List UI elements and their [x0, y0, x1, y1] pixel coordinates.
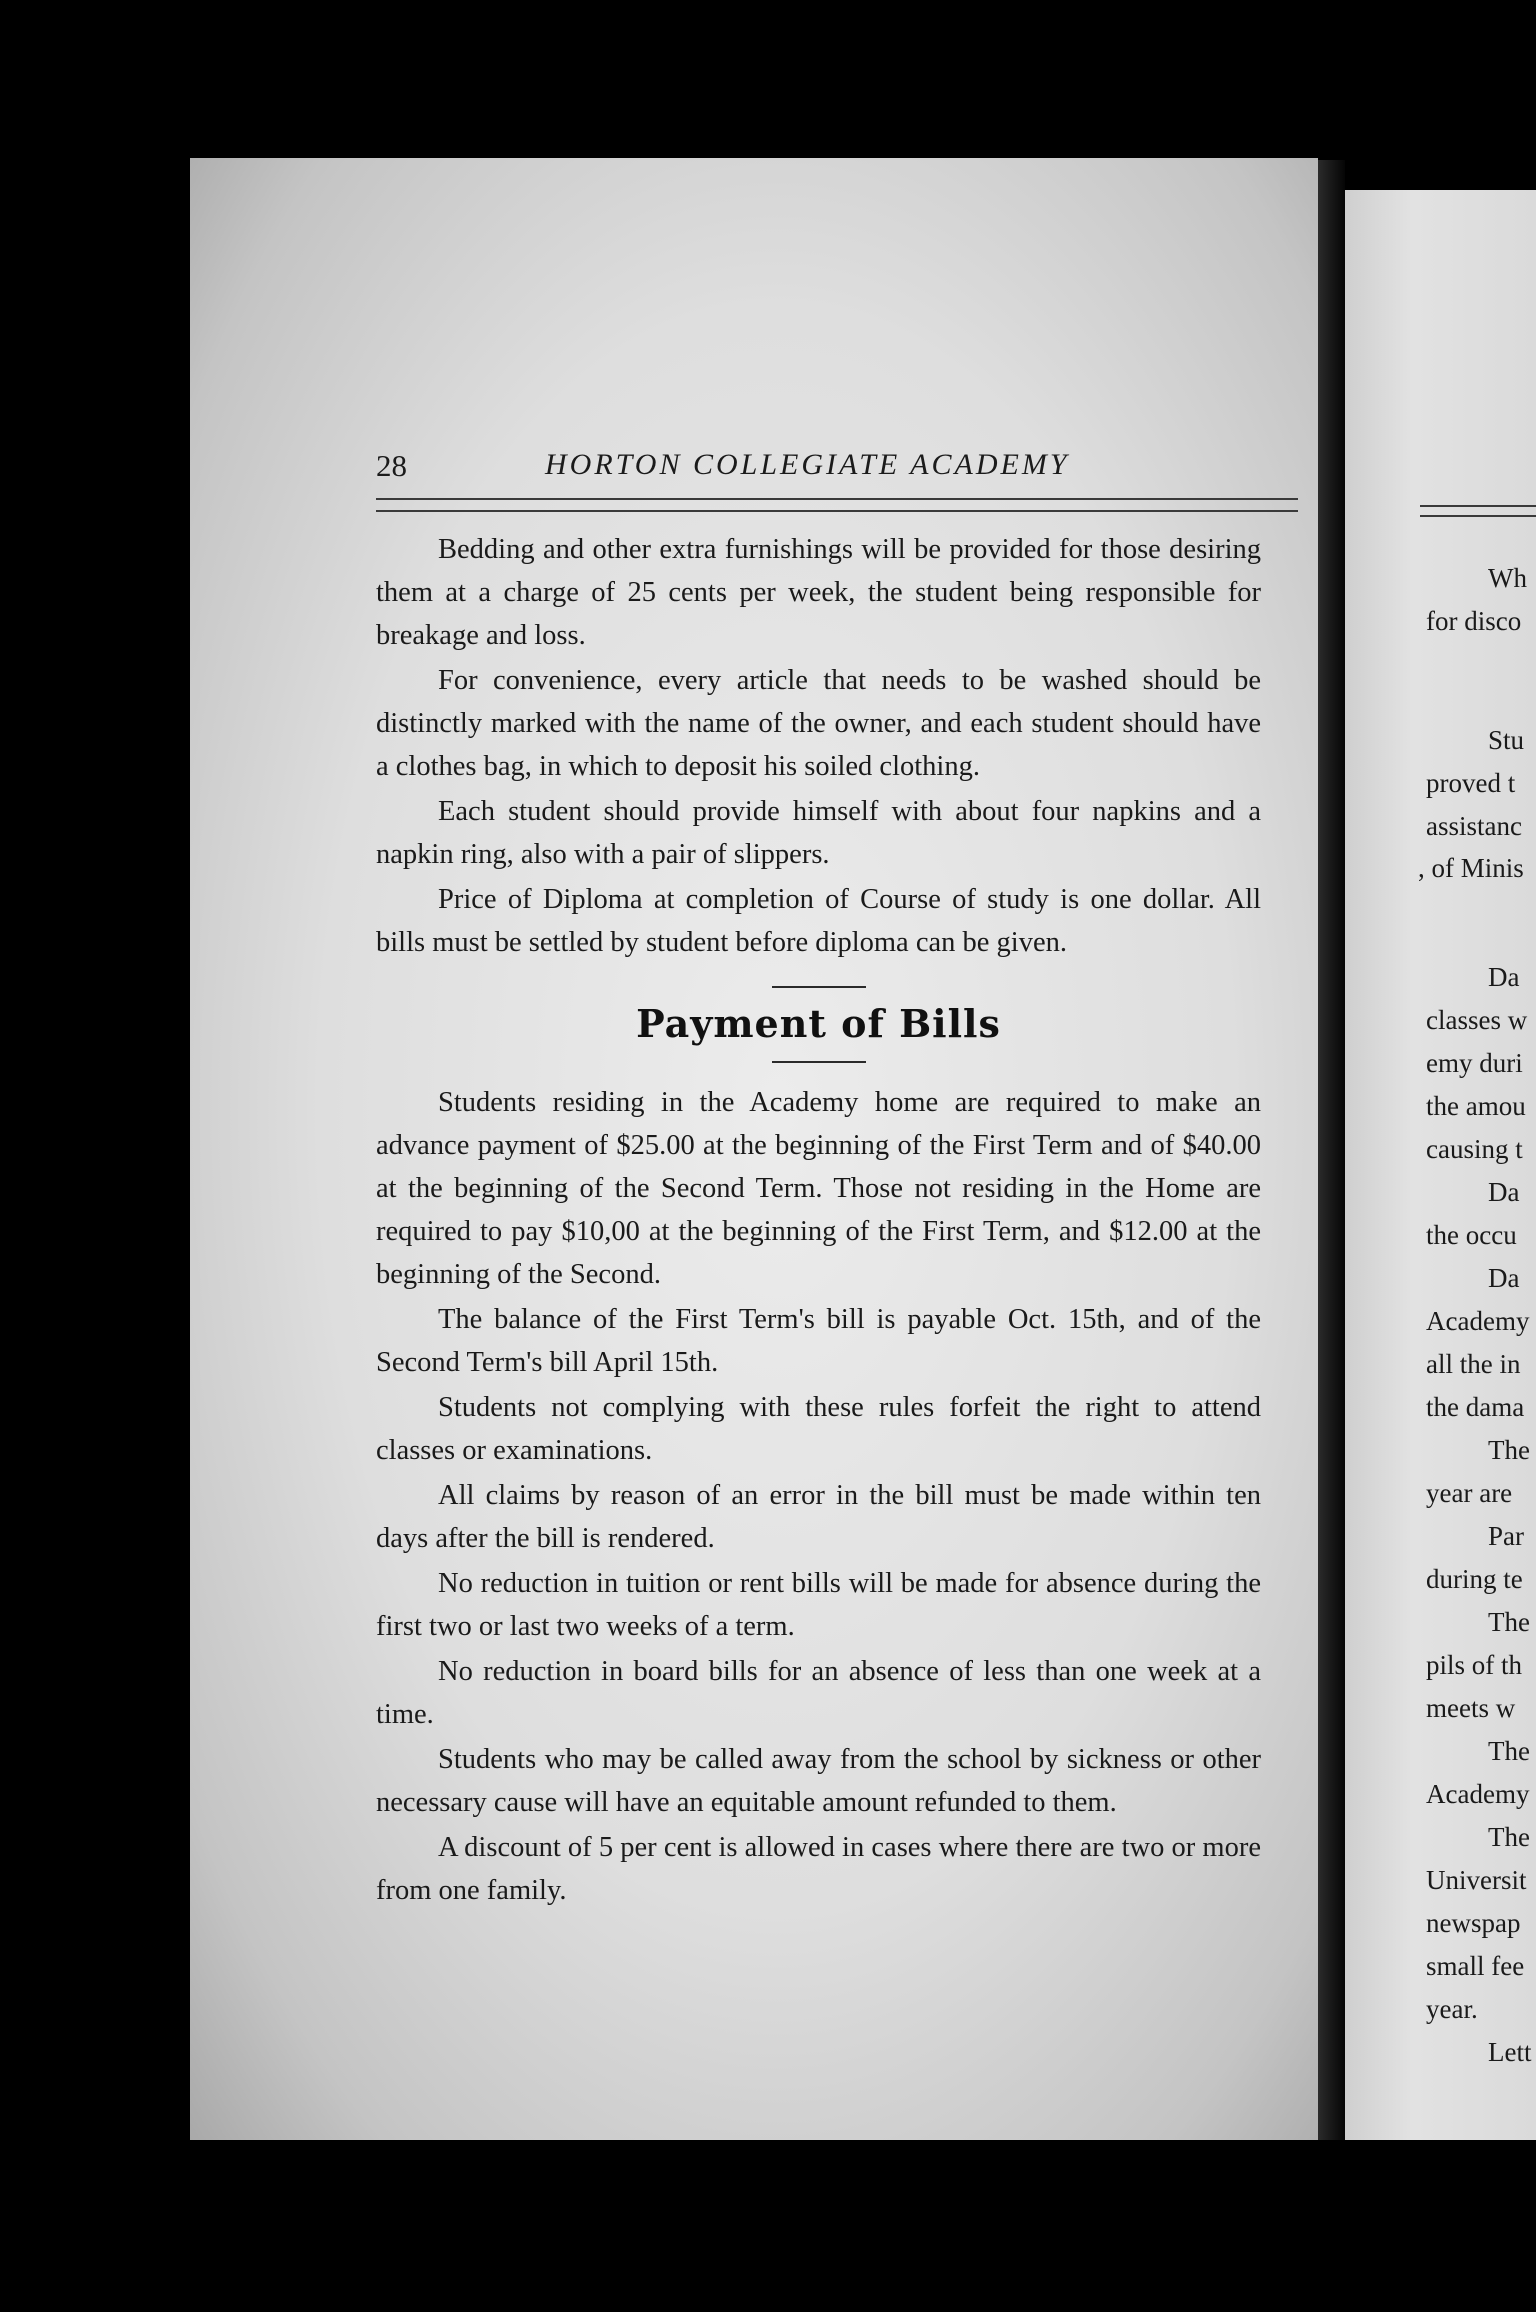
- fragment-line: Da: [1488, 1177, 1520, 1207]
- section-heading-block: [376, 986, 1261, 1063]
- fragment-line: Wh: [1488, 563, 1527, 593]
- fragment-line: Par: [1488, 1521, 1524, 1551]
- fragment-line: Da: [1488, 962, 1520, 992]
- fragment-line: , of Minis: [1418, 853, 1524, 883]
- fragment-line: Universit: [1426, 1865, 1527, 1895]
- fragment-line: assistanc: [1426, 811, 1522, 841]
- fragment-line: The: [1488, 1736, 1530, 1766]
- page-number: 28: [376, 448, 407, 483]
- fragment-line: Da: [1488, 1263, 1520, 1293]
- paragraph: The balance of the First Term's bill is payable Oct. 15th, and of the Second Term's bill April 15th.: [376, 1304, 1261, 1378]
- fragment-line: Stu: [1488, 725, 1525, 755]
- fragment-line: classes w: [1426, 1005, 1528, 1035]
- paragraph: For convenience, every article that needs to be washed should be distinctly marked with the name of the owner, and each student should have a clothes bag, in which to deposit his soiled clothing.: [376, 665, 1261, 782]
- gutter-shadow: [1318, 160, 1345, 2140]
- paragraph: Bedding and other extra furnishings will be provided for those desiring them at a charge of 25 cents per week, the student being responsible for breakage and loss.: [376, 534, 1261, 651]
- fragment-line: Lett: [1488, 2037, 1532, 2067]
- section-heading: Payment of Bills: [636, 1001, 1001, 1046]
- fragment-line: The: [1488, 1822, 1530, 1852]
- fragment-line: Academy: [1426, 1779, 1530, 1809]
- fragment-line: meets w: [1426, 1693, 1516, 1723]
- paragraph: No reduction in board bills for an absence of less than one week at a time.: [376, 1656, 1261, 1730]
- fragment-line: the occu: [1426, 1220, 1517, 1250]
- fragment-line: during te: [1426, 1564, 1523, 1594]
- fragment-line: Academy: [1426, 1306, 1530, 1336]
- fragment-line: causing t: [1426, 1134, 1523, 1164]
- fragment-line: small fee: [1426, 1951, 1525, 1981]
- fragment-line: proved t: [1426, 768, 1516, 798]
- fragment-line: year.: [1426, 1994, 1478, 2024]
- body-text: [376, 528, 1261, 1914]
- fragment-line: year are: [1426, 1478, 1513, 1508]
- fragment-line: The: [1488, 1435, 1530, 1465]
- divider: [772, 1061, 866, 1063]
- running-title: HORTON COLLEGIATE ACADEMY: [545, 448, 1070, 481]
- fragment-line: the dama: [1426, 1392, 1525, 1422]
- right-header-rule: [1420, 505, 1536, 517]
- fragment-line: all the in: [1426, 1349, 1521, 1379]
- paragraph: Price of Diploma at completion of Course of study is one dollar. All bills must be settled by student before diploma can be given.: [376, 884, 1261, 958]
- fragment-line: emy duri: [1426, 1048, 1523, 1078]
- paragraph: Students residing in the Academy home are required to make an advance payment of $25.00 at the beginning of the First Term and of $40.00 at the beginning of the Second Term. Those not residing in the Home are required to pay $10,00 at the beginning of the First Term, and $12.00 at the beginning of the Second.: [376, 1087, 1261, 1290]
- fragment-line: pils of th: [1426, 1650, 1523, 1680]
- paragraph: Students who may be called away from the school by sickness or other necessary cause will have an equitable amount refunded to them.: [376, 1744, 1261, 1818]
- left-page: [190, 158, 1318, 2140]
- header-double-rule: [376, 498, 1298, 512]
- paragraph: All claims by reason of an error in the bill must be made within ten days after the bill is rendered.: [376, 1480, 1261, 1554]
- divider: [772, 986, 866, 988]
- fragment-line: the amou: [1426, 1091, 1526, 1121]
- paragraph: No reduction in tuition or rent bills will be made for absence during the first two or last two weeks of a term.: [376, 1568, 1261, 1642]
- paragraph: A discount of 5 per cent is allowed in cases where there are two or more from one family.: [376, 1832, 1261, 1906]
- paragraph: Each student should provide himself with about four napkins and a napkin ring, also with a pair of slippers.: [376, 796, 1261, 870]
- fragment-line: for disco: [1426, 606, 1522, 636]
- fragment-line: The: [1488, 1607, 1530, 1637]
- paragraph: Students not complying with these rules forfeit the right to attend classes or examinations.: [376, 1392, 1261, 1466]
- fragment-line: newspap: [1426, 1908, 1521, 1938]
